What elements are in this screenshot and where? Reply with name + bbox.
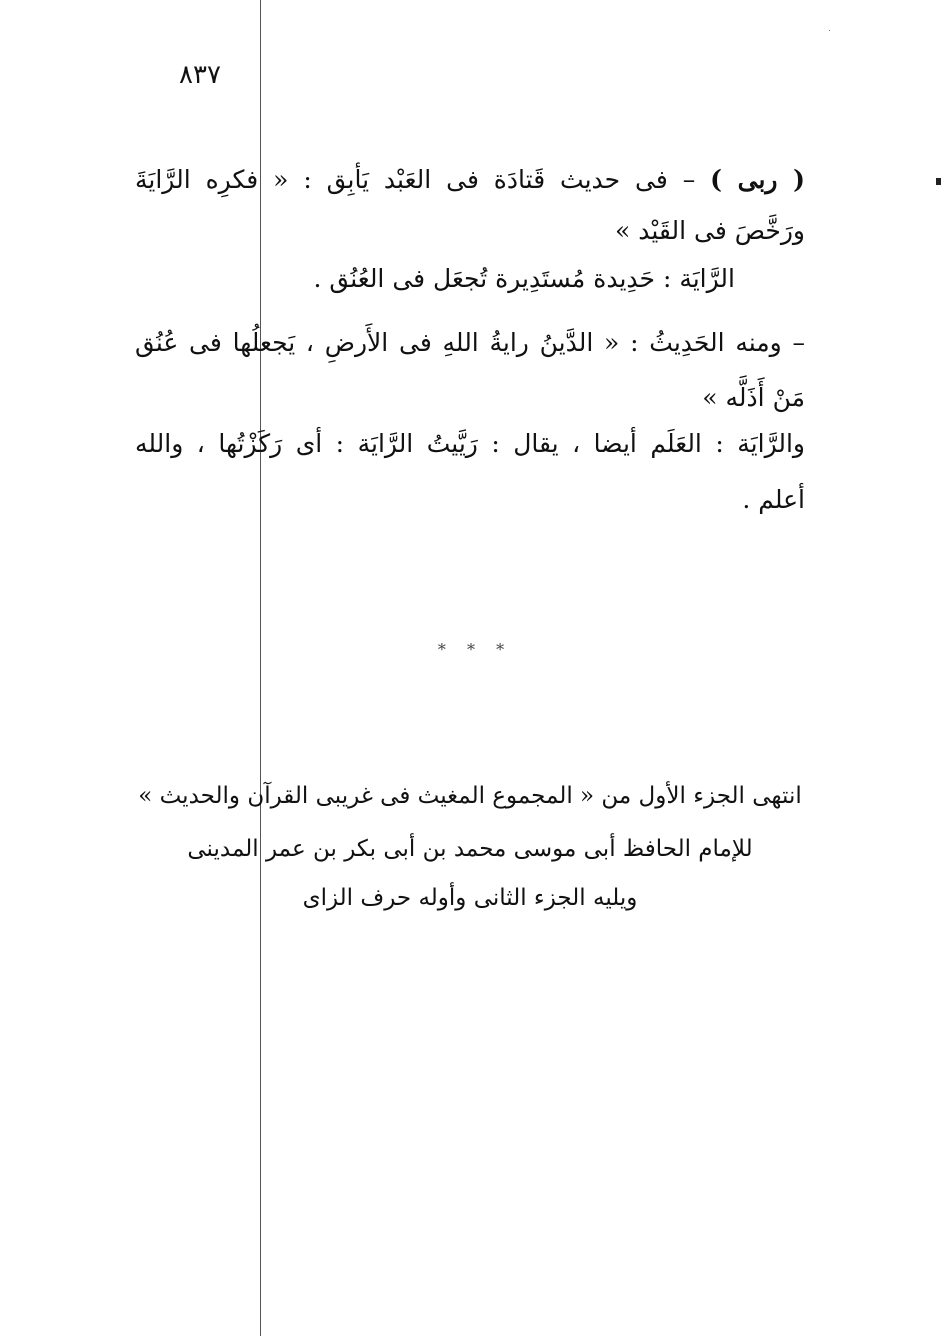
entry-line-3: الرَّايَة : حَدِيدة مُستَدِيرة تُجعَل فى العُنُق . bbox=[313, 264, 735, 293]
entry-line-5: مَنْ أَذَلَّه » bbox=[702, 383, 805, 412]
entry-line-7: أعلم . bbox=[742, 485, 805, 514]
section-separator: * * * bbox=[437, 640, 513, 659]
entry-line-2: ورَخَّصَ فى القَيْد » bbox=[614, 216, 805, 245]
entry-headword: ( ربى ) bbox=[710, 165, 805, 194]
edge-tick bbox=[829, 30, 830, 31]
entry-text bbox=[135, 0, 805, 540]
entry-line-1 bbox=[135, 157, 805, 203]
entry-line-1-text: – فى حديث قَتادَة فى العَبْد يَأبِق : « فكرِه الرَّايَةَ bbox=[135, 165, 696, 194]
colophon-line-2: للإمام الحافظ أبى موسى محمد بن أبى بكر بن عمر المدينى bbox=[187, 836, 753, 862]
page-number: ٨٣٧ bbox=[179, 60, 221, 90]
entry-line-6: والرَّايَة : العَلَم أيضا ، يقال : رَيَّيتُ الرَّايَة : أى رَكَزْتُها ، والله bbox=[135, 429, 805, 458]
entry-line-4: – ومنه الحَدِيثُ : « الدَّينُ رايةُ اللهِ فى الأَرضِ ، يَجعلُها فى عُنُق bbox=[135, 328, 805, 357]
colophon-line-1: انتهى الجزء الأول من « المجموع المغيث فى غريبى القرآن والحديث » bbox=[138, 783, 802, 809]
edge-mark bbox=[936, 178, 941, 185]
colophon-line-3: ويليه الجزء الثانى وأوله حرف الزاى bbox=[302, 885, 638, 911]
